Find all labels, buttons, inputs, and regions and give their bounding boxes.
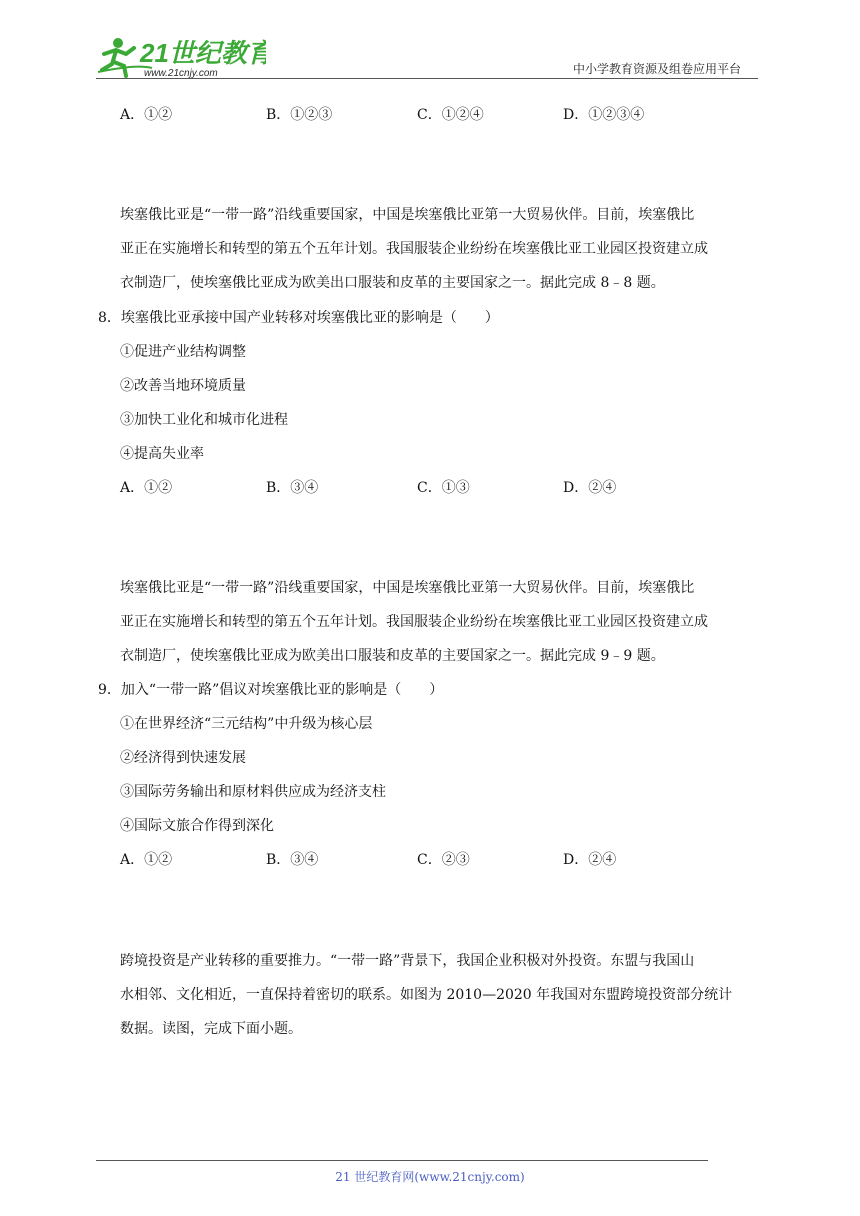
q9-item-3: ③国际劳务输出和原材料供应成为经济支柱 (120, 784, 386, 800)
passage-2-line: 衣制造厂，使埃塞俄比亚成为欧美出口服装和皮革的主要国家之一。据此完成 9﹣9 题。 (120, 648, 665, 664)
q7-option-c: C．①②④ (417, 107, 484, 123)
site-logo (96, 34, 266, 80)
q8-item-2: ②改善当地环境质量 (120, 378, 246, 394)
q8-option-c: C．①③ (417, 480, 470, 496)
q7-option-d: D．①②③④ (563, 107, 645, 123)
passage-1-line: 亚正在实施增长和转型的第五个五年计划。我国服装企业纷纷在埃塞俄比亚工业园区投资建立成 (120, 241, 708, 257)
q8-item-1: ①促进产业结构调整 (120, 344, 246, 360)
passage-2-line: 亚正在实施增长和转型的第五个五年计划。我国服装企业纷纷在埃塞俄比亚工业园区投资建立成 (120, 614, 708, 630)
logo-text: 21世纪教育 (140, 38, 266, 68)
header-divider (96, 78, 758, 79)
running-figure-logo-icon (96, 34, 266, 80)
q9-item-1: ①在世界经济“三元结构”中升级为核心层 (120, 716, 373, 732)
header-platform-text: 中小学教育资源及组卷应用平台 (573, 62, 742, 76)
passage-1 (120, 198, 762, 300)
passage-1-line: 衣制造厂，使埃塞俄比亚成为欧美出口服装和皮革的主要国家之一。据此完成 8﹣8 题。 (120, 275, 665, 291)
q9-stem: 9．加入“一带一路”倡议对埃塞俄比亚的影响是（ ） (98, 682, 444, 698)
q7-option-a: A．①② (120, 107, 173, 123)
passage-3 (120, 944, 762, 1046)
q8-option-b: B．③④ (266, 480, 319, 496)
q9-item-4: ④国际文旅合作得到深化 (120, 818, 274, 834)
q8-item-4: ④提高失业率 (120, 446, 204, 462)
passage-3-line: 数据。读图，完成下面小题。 (120, 1021, 302, 1037)
passage-2-line: 埃塞俄比亚是“一带一路”沿线重要国家，中国是埃塞俄比亚第一大贸易伙伴。目前，埃塞俄比 (120, 580, 695, 596)
footer-divider (96, 1160, 708, 1161)
passage-3-line: 跨境投资是产业转移的重要推力。“一带一路”背景下，我国企业积极对外投资。东盟与我国山 (120, 953, 695, 969)
q9-option-d: D．②④ (563, 852, 617, 868)
footer-link[interactable]: 21 世纪教育网(www.21cnjy.com) (335, 1170, 525, 1184)
q9-option-c: C．②③ (417, 852, 470, 868)
q8-option-d: D．②④ (563, 480, 617, 496)
passage-2 (120, 571, 762, 673)
q9-item-2: ②经济得到快速发展 (120, 750, 246, 766)
logo-url-text: www.21cnjy.com (144, 68, 218, 79)
q8-stem: 8．埃塞俄比亚承接中国产业转移对埃塞俄比亚的影响是（ ） (98, 310, 499, 326)
passage-1-line: 埃塞俄比亚是“一带一路”沿线重要国家，中国是埃塞俄比亚第一大贸易伙伴。目前，埃塞俄比 (120, 207, 695, 223)
q9-option-a: A．①② (120, 852, 173, 868)
q8-item-3: ③加快工业化和城市化进程 (120, 412, 288, 428)
q9-option-b: B．③④ (266, 852, 319, 868)
passage-3-line: 水相邻、文化相近，一直保持着密切的联系。如图为 2010—2020 年我国对东盟跨境投资部分统计 (120, 987, 733, 1003)
q7-option-b: B．①②③ (266, 107, 333, 123)
q8-option-a: A．①② (120, 480, 173, 496)
